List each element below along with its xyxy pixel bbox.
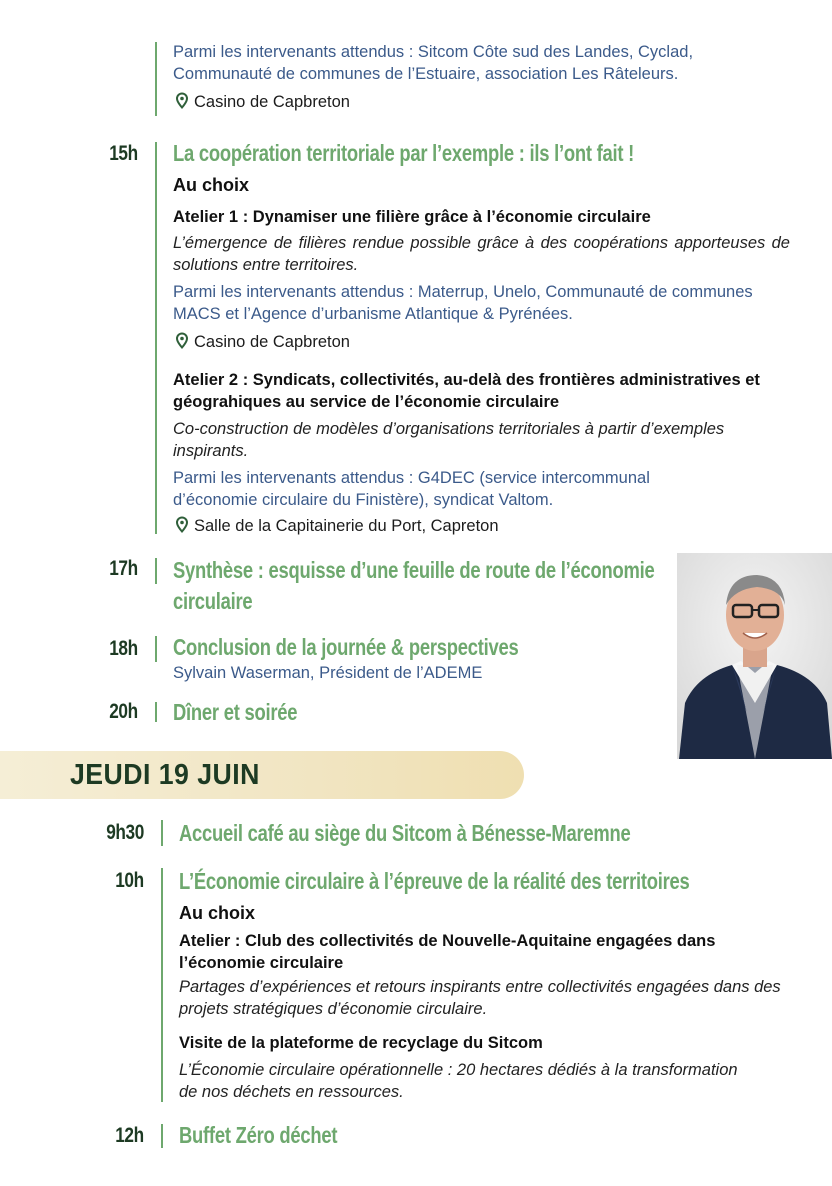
time-15h: 15h [109, 142, 138, 165]
session-title-9h30: Accueil café au siège du Sitcom à Bénesse-Maremne [179, 820, 631, 846]
atelier1-description: L’émergence de filières rendue possible grâce à des coopérations apporteuses de solutions entre territoires. [173, 234, 790, 274]
timeline-rule-12h [161, 1124, 163, 1148]
visit-title: Visite de la plateforme de recyclage du Sitcom [179, 1034, 543, 1052]
speaker-portrait [677, 553, 832, 759]
atelier2-description: Co-construction de modèles d’organisations territoriales à partir d’exemples inspirants. [173, 420, 725, 460]
intro-location: Casino de Capbreton [175, 91, 350, 113]
timeline-rule-18h [155, 636, 157, 662]
atelier-club-description: Partages d’expériences et retours inspirants entre collectivités engagées dans des projets stratégiques d’économie circulaire. [179, 978, 781, 1018]
time-10h: 10h [115, 869, 144, 892]
session-title-18h: Conclusion de la journée & perspectives [173, 634, 519, 660]
atelier1-speakers: Parmi les intervenants attendus : Materrup, Unelo, Communauté de communes MACS et l’Agence d’urbanisme Atlantique & Pyrénées. [173, 283, 753, 323]
session-title-17h-line1: Synthèse : esquisse d’une feuille de route de l’économie [173, 557, 655, 583]
timeline-rule-17h [155, 558, 157, 584]
visit-description: L’Économie circulaire opérationnelle : 20 hectares dédiés à la transformation de nos déchets en ressources. [179, 1061, 738, 1101]
map-pin-icon [175, 516, 189, 534]
atelier2-title: Atelier 2 : Syndicats, collectivités, au-delà des frontières administratives et géograhiques au service de l’économie circulaire [173, 371, 760, 411]
speaker-18h: Sylvain Waserman, Président de l’ADEME [173, 664, 483, 682]
atelier-club-title: Atelier : Club des collectivités de Nouvelle-Aquitaine engagées dans l’économie circulaire [179, 932, 716, 972]
timeline-rule-9h30 [161, 820, 163, 846]
session-title-15h: La coopération territoriale par l’exemple : ils l’ont fait ! [173, 140, 635, 166]
session-title-20h: Dîner et soirée [173, 699, 298, 725]
map-pin-icon [175, 92, 189, 110]
atelier1-title: Atelier 1 : Dynamiser une filière grâce à l’économie circulaire [173, 208, 651, 226]
atelier1-location: Casino de Capbreton [175, 331, 350, 353]
timeline-rule-15h [155, 142, 157, 534]
portrait-illustration [677, 553, 832, 759]
choice-label-10h: Au choix [179, 903, 256, 923]
time-20h: 20h [109, 700, 138, 723]
choice-label-15h: Au choix [173, 175, 250, 195]
session-title-17h-line2: circulaire [173, 588, 253, 614]
timeline-rule-intro [155, 42, 157, 116]
atelier2-speakers: Parmi les intervenants attendus : G4DEC (service intercommunal d’économie circulaire du Finistère), syndicat Valtom. [173, 469, 650, 509]
time-17h: 17h [109, 557, 138, 580]
time-9h30: 9h30 [106, 821, 144, 844]
session-title-12h: Buffet Zéro déchet [179, 1122, 338, 1148]
day-banner-title: JEUDI 19 JUIN [70, 759, 260, 791]
session-title-10h: L’Économie circulaire à l’épreuve de la réalité des territoires [179, 868, 690, 894]
intro-speakers: Parmi les intervenants attendus : Sitcom Côte sud des Landes, Cyclad, Communauté de communes de l’Estuaire, association Les Râteleurs. [173, 43, 694, 83]
map-pin-icon [175, 332, 189, 350]
timeline-rule-20h [155, 702, 157, 722]
time-12h: 12h [115, 1124, 144, 1147]
time-18h: 18h [109, 637, 138, 660]
atelier2-location: Salle de la Capitainerie du Port, Capreton [175, 515, 499, 537]
timeline-rule-10h [161, 868, 163, 1102]
